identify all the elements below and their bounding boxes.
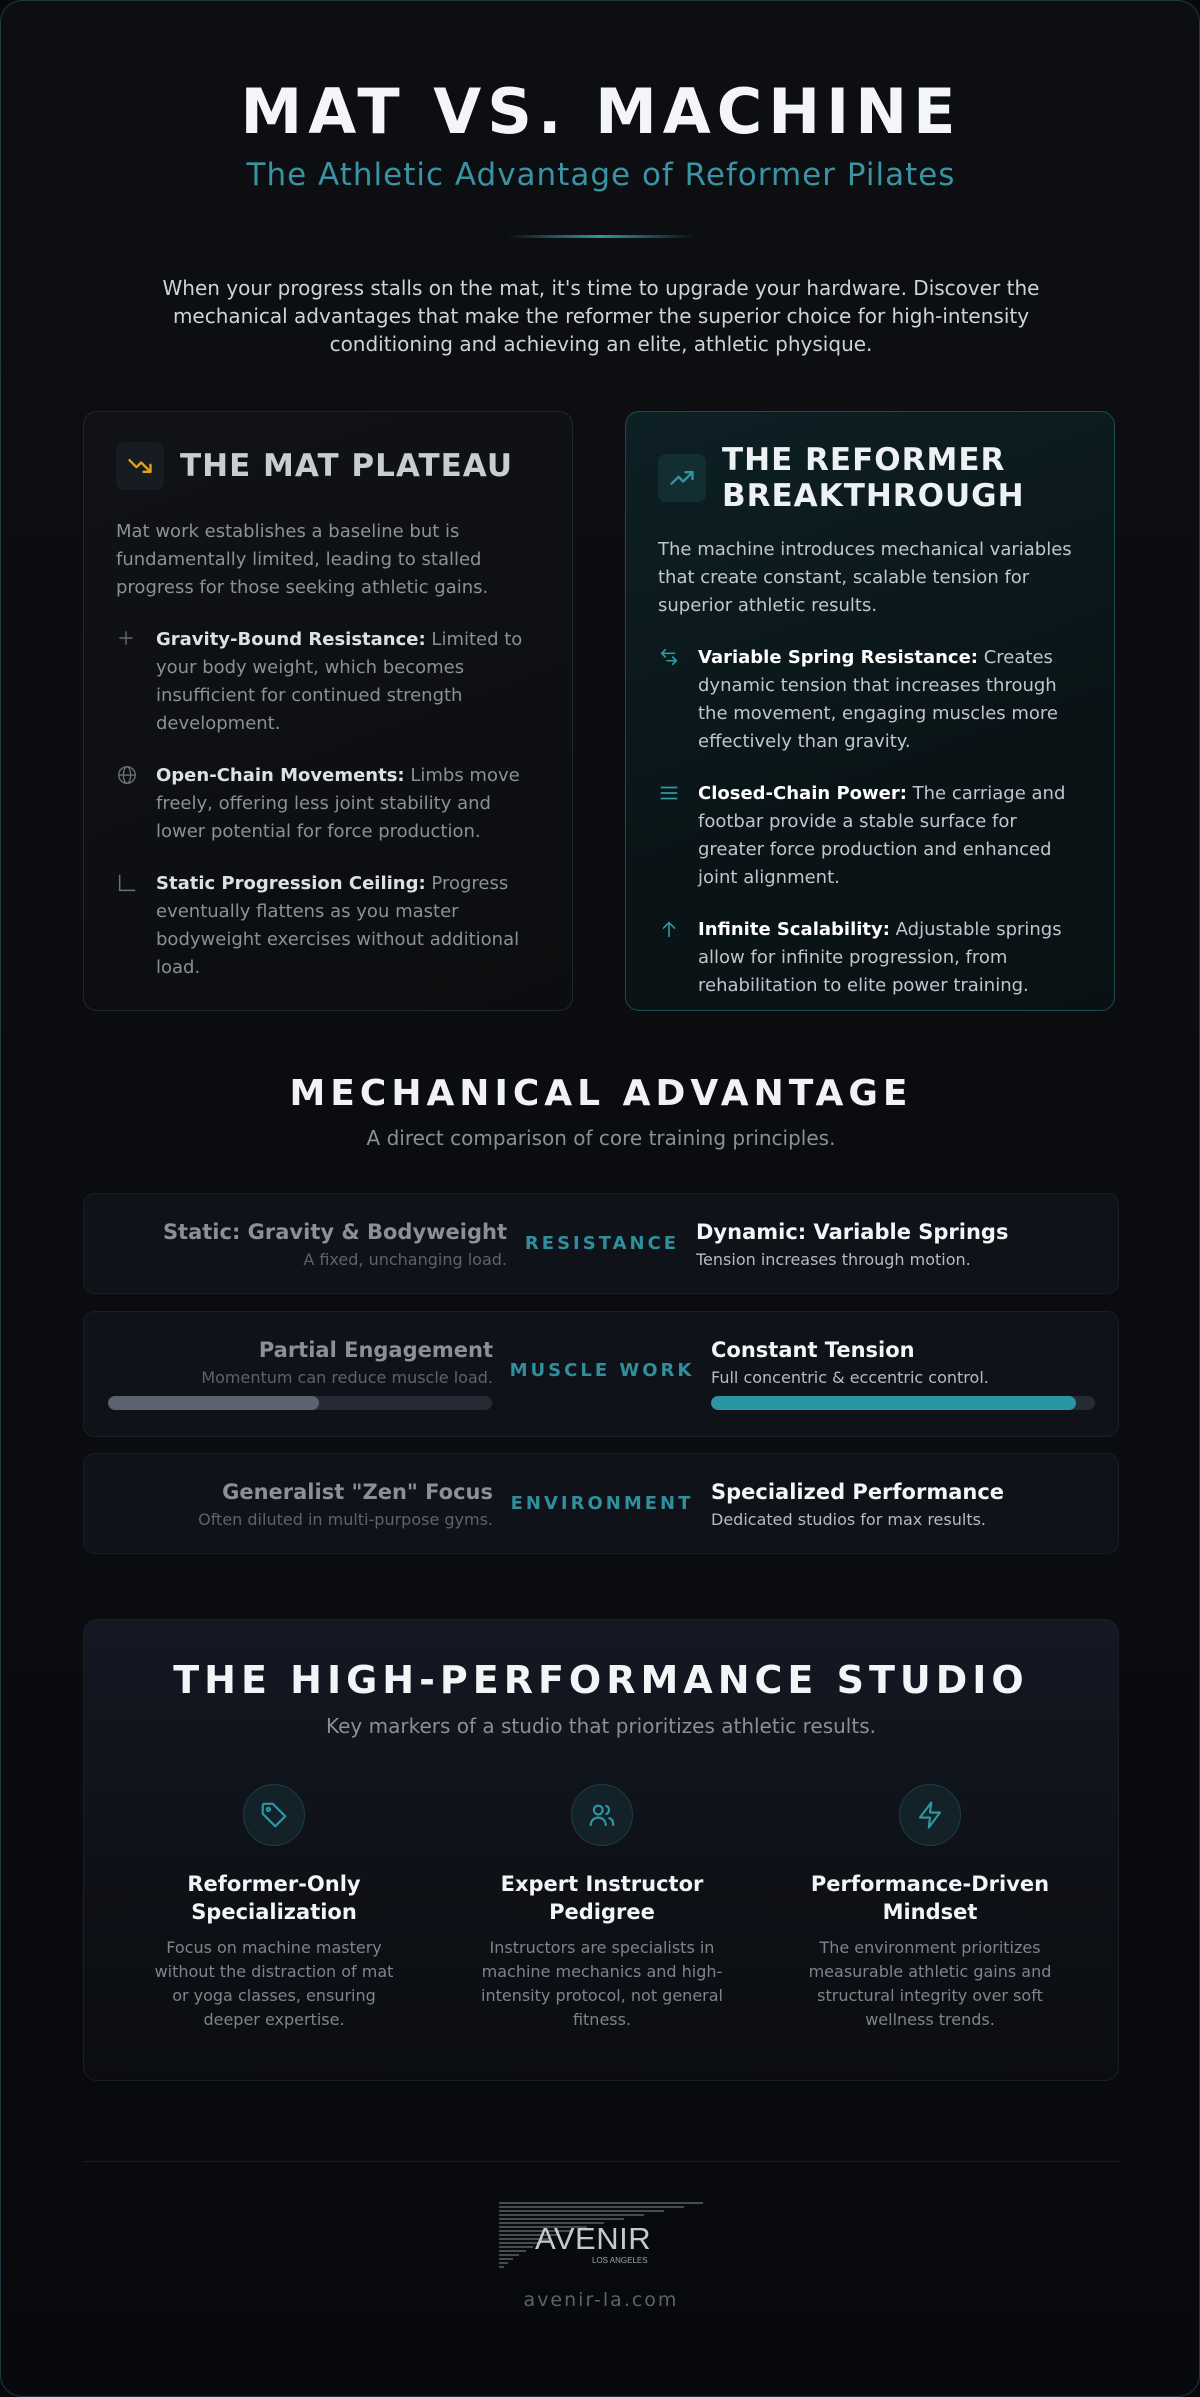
list-item	[658, 780, 1082, 892]
pillar-title: Reformer-Only Specialization	[187, 1872, 361, 1924]
pillar-desc: Focus on machine mastery without the distraction of mat or yoga classes, ensuring deeper expertise.	[154, 1938, 394, 2029]
item-title: Closed-Chain Power:	[698, 783, 907, 804]
item-text: The carriage and footbar provide a stable surface for greater force production and enhanced joint alignment.	[698, 783, 1066, 888]
footer-divider	[83, 2161, 1119, 2162]
item-title: Static Progression Ceiling:	[156, 873, 426, 894]
comparison-row-muscle-work	[83, 1311, 1119, 1437]
pillar-desc: Instructors are specialists in machine mechanics and high-intensity protocol, not general fitness.	[481, 1938, 723, 2029]
reformer-card-lead: The machine introduces mechanical variables that create constant, scalable tension for superior athletic results.	[658, 539, 1072, 616]
list-item	[658, 916, 1082, 1000]
logo-subtext: LOS ANGELES	[592, 2256, 648, 2265]
row-left-title: Static: Gravity & Bodyweight	[162, 1220, 507, 1244]
row-label: MUSCLE WORK	[509, 1360, 695, 1381]
row-right-title: Dynamic: Variable Springs	[696, 1220, 1009, 1244]
item-title: Variable Spring Resistance:	[698, 647, 978, 668]
row-right-desc: Dedicated studios for max results.	[711, 1510, 987, 1529]
corner-icon	[116, 870, 138, 982]
studio-pillar	[109, 1784, 439, 2032]
page-title: MAT VS. MACHINE	[240, 75, 962, 148]
pillar-title: Expert Instructor Pedigree	[500, 1872, 704, 1924]
studio-subtitle: Key markers of a studio that prioritizes athletic results.	[326, 1714, 876, 1738]
item-text: Limited to your body weight, which becomes insufficient for continued strength development.	[156, 629, 523, 734]
item-title: Open-Chain Movements:	[156, 765, 405, 786]
pillar-desc: The environment prioritizes measurable athletic gains and structural integrity over soft wellness trends.	[808, 1938, 1052, 2029]
comparison-row-environment	[83, 1453, 1119, 1554]
item-title: Infinite Scalability:	[698, 919, 890, 940]
reformer-card-title: THE REFORMER BREAKTHROUGH	[722, 442, 1025, 514]
mat-card-title: THE MAT PLATEAU	[180, 448, 514, 484]
row-label: ENVIRONMENT	[510, 1493, 694, 1514]
website-url: avenir-la.com	[523, 2289, 679, 2311]
studio-pillar	[437, 1784, 767, 2032]
arrow-up-icon	[658, 916, 680, 1000]
row-left-title: Partial Engagement	[258, 1338, 493, 1362]
row-right-desc: Full concentric & eccentric control.	[711, 1368, 989, 1387]
tag-icon	[243, 1784, 305, 1846]
users-icon	[571, 1784, 633, 1846]
row-label: RESISTANCE	[524, 1233, 680, 1254]
hero	[1, 71, 1200, 358]
pillar-title: Performance-Driven Mindset	[810, 1872, 1050, 1924]
item-text: Creates dynamic tension that increases through the movement, engaging muscles more effectively than gravity.	[698, 647, 1058, 752]
row-right-desc: Tension increases through motion.	[696, 1250, 971, 1269]
item-text: Adjustable springs allow for infinite progression, from rehabilitation to elite power training.	[698, 919, 1062, 996]
list-item	[116, 762, 540, 846]
item-title: Gravity-Bound Resistance:	[156, 629, 426, 650]
trending-down-icon	[116, 442, 164, 490]
studio-pillar	[765, 1784, 1095, 2032]
row-right-title: Constant Tension	[711, 1338, 915, 1362]
engagement-bar-left-fill	[108, 1396, 319, 1410]
engagement-bar-left	[108, 1396, 492, 1410]
trending-up-icon	[658, 454, 706, 502]
page-subtitle: The Athletic Advantage of Reformer Pilates	[246, 157, 956, 193]
list-item	[116, 626, 540, 738]
logo-wordmark: AVENIR	[535, 2221, 652, 2256]
list-item	[658, 644, 1082, 756]
menu-lines-icon	[658, 780, 680, 892]
reformer-breakthrough-card	[625, 411, 1115, 1011]
comparison-row-resistance	[83, 1193, 1119, 1294]
avenir-logo	[499, 2201, 703, 2275]
arrows-exchange-icon	[658, 644, 680, 756]
hero-divider	[506, 235, 696, 238]
mat-card-lead: Mat work establishes a baseline but is fundamentally limited, leading to stalled progress for those seeking athletic gains.	[116, 521, 489, 598]
row-left-desc: Often diluted in multi-purpose gyms.	[198, 1510, 493, 1529]
engagement-bar-right	[711, 1396, 1095, 1410]
item-text: Limbs move freely, offering less joint stability and lower potential for force production.	[156, 765, 520, 842]
studio-title: THE HIGH-PERFORMANCE STUDIO	[173, 1658, 1029, 1702]
mechanical-advantage-header	[1, 1073, 1200, 1150]
lightning-icon	[899, 1784, 961, 1846]
row-left-desc: Momentum can reduce muscle load.	[201, 1368, 493, 1387]
plus-icon	[116, 626, 138, 738]
section-subtitle: A direct comparison of core training principles.	[366, 1126, 836, 1150]
globe-icon	[116, 762, 138, 846]
row-right-title: Specialized Performance	[711, 1480, 1005, 1504]
hero-intro: When your progress stalls on the mat, it's time to upgrade your hardware. Discover the mechanical advantages that make the reformer the superior choice for high-intensity conditioning and achieving an elite, athletic physique.	[162, 276, 1040, 356]
high-performance-studio-panel	[83, 1619, 1119, 2081]
row-left-desc: A fixed, unchanging load.	[303, 1250, 507, 1269]
item-text: Progress eventually flattens as you master bodyweight exercises without additional load.	[156, 873, 520, 978]
engagement-bar-right-fill	[711, 1396, 1076, 1410]
row-left-title: Generalist "Zen" Focus	[222, 1480, 493, 1504]
section-title: MECHANICAL ADVANTAGE	[289, 1073, 913, 1114]
list-item	[116, 870, 540, 982]
mat-plateau-card	[83, 411, 573, 1011]
